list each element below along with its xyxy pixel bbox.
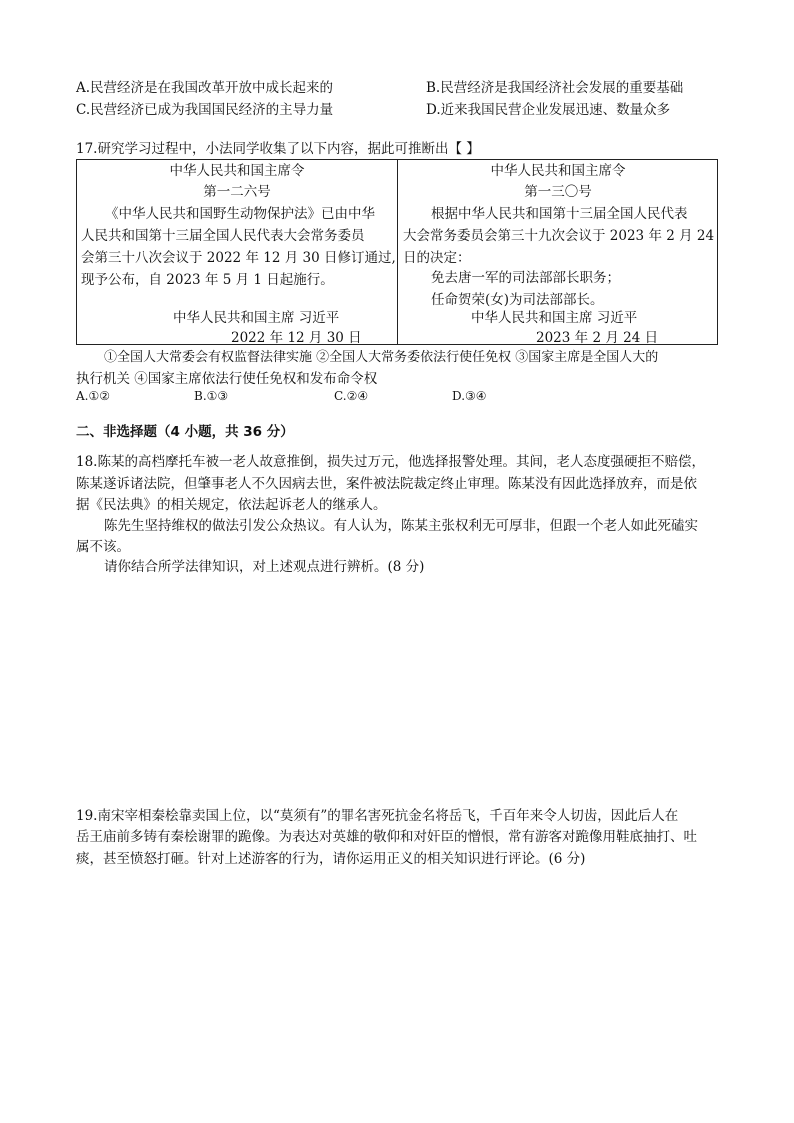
q16-option-d: D.近来我国民营企业发展迅速、数量众多 [426, 102, 671, 118]
q16-option-b: B.民营经济是我国经济社会发展的重要基础 [426, 80, 684, 96]
q18-line: 请你结合所学法律知识，对上述观点进行辨析。(8 分) [104, 559, 425, 575]
q17-option-c: C.②④ [334, 389, 369, 403]
decree-left-body-line: 《中华人民共和国野生动物保护法》已由中华 [105, 206, 375, 222]
decree-right-date: 2023 年 2 月 24 日 [536, 330, 659, 346]
decree-right-body-line: 大会常务委员会第三十九次会议于 2023 年 2 月 24 [403, 228, 715, 244]
q19-line: 痰，甚至愤怒打砸。针对上述游客的行为，请你运用正义的相关知识进行评论。(6 分) [76, 851, 586, 867]
section-2-title: 二、非选择题（4 小题，共 36 分） [76, 424, 294, 440]
q19-line: 岳王庙前多铸有秦桧谢罪的跪像。为表达对英雄的敬仰和对奸臣的憎恨，常有游客对跪像用鞋底抽打、吐 [76, 829, 697, 845]
decree-left-date: 2022 年 12 月 30 日 [231, 330, 362, 346]
q16-option-a: A.民营经济是在我国改革开放中成长起来的 [76, 80, 334, 96]
q17-stem: 17.研究学习过程中，小法同学收集了以下内容，据此可推断出【 】 [76, 141, 480, 157]
q18-line: 陈先生坚持维权的做法引发公众热议。有人认为，陈某主张权利无可厚非，但跟一个老人如此死磕实 [104, 518, 698, 534]
decree-left [77, 160, 397, 344]
decree-right-body-line: 免去唐一军的司法部部长职务； [431, 270, 620, 286]
decree-right-number: 第一三〇号 [524, 184, 592, 200]
q18-line: 18.陈某的高档摩托车被一老人故意推倒，损失过万元，他选择报警处理。其间，老人态度强硬拒不赔偿， [76, 454, 705, 470]
q16-option-c: C.民营经济已成为我国国民经济的主导力量 [76, 102, 334, 118]
q17-option-b: B.①③ [194, 389, 229, 403]
q18-line: 属不该。 [76, 539, 130, 555]
decree-left-signature: 中华人民共和国主席 习近平 [173, 310, 340, 326]
q18-line: 陈某遂诉诸法院，但肇事老人不久因病去世，案件被法院裁定终止审理。陈某没有因此选择放弃，而是依 [76, 476, 697, 492]
decree-right [398, 160, 718, 344]
q16-options-row-2 [76, 98, 716, 118]
decree-left-body-line: 会第三十八次会议于 2022 年 12 月 30 日修订通过, [81, 250, 396, 266]
decree-left-body-line: 人民共和国第十三届全国人民代表大会常务委员 [81, 228, 365, 244]
decree-right-body-line: 根据中华人民共和国第十三届全国人民代表 [431, 206, 688, 222]
q17-statements-line-1: ①全国人大常委会有权监督法律实施 ②全国人大常务委依法行使任免权 ③国家主席是全国人大的 [104, 350, 659, 365]
decree-table [76, 159, 718, 345]
decree-right-body-line: 日的决定： [403, 250, 471, 266]
decree-left-number: 第一二六号 [203, 184, 271, 200]
decree-right-body-line: 任命贺荣(女)为司法部部长。 [431, 292, 604, 308]
decree-left-title: 中华人民共和国主席令 [169, 163, 305, 179]
q16-options-row-1 [76, 76, 716, 96]
q17-option-d: D.③④ [452, 389, 487, 403]
decree-right-signature: 中华人民共和国主席 习近平 [471, 310, 638, 326]
decree-right-title: 中华人民共和国主席令 [490, 163, 626, 179]
decree-left-body-line: 现予公布，自 2023 年 5 月 1 日起施行。 [81, 272, 334, 288]
q18-line: 据《民法典》的相关规定，依法起诉老人的继承人。 [76, 497, 387, 513]
q19-line: 19.南宋宰相秦桧靠卖国上位，以“莫须有”的罪名害死抗金名将岳飞，千百年来令人切齿，因此后人在 [76, 808, 679, 824]
q17-options [76, 389, 716, 409]
q17-statements-line-2: 执行机关 ④国家主席依法行使任免权和发布命令权 [76, 371, 378, 387]
q17-option-a: A.①② [76, 389, 110, 403]
